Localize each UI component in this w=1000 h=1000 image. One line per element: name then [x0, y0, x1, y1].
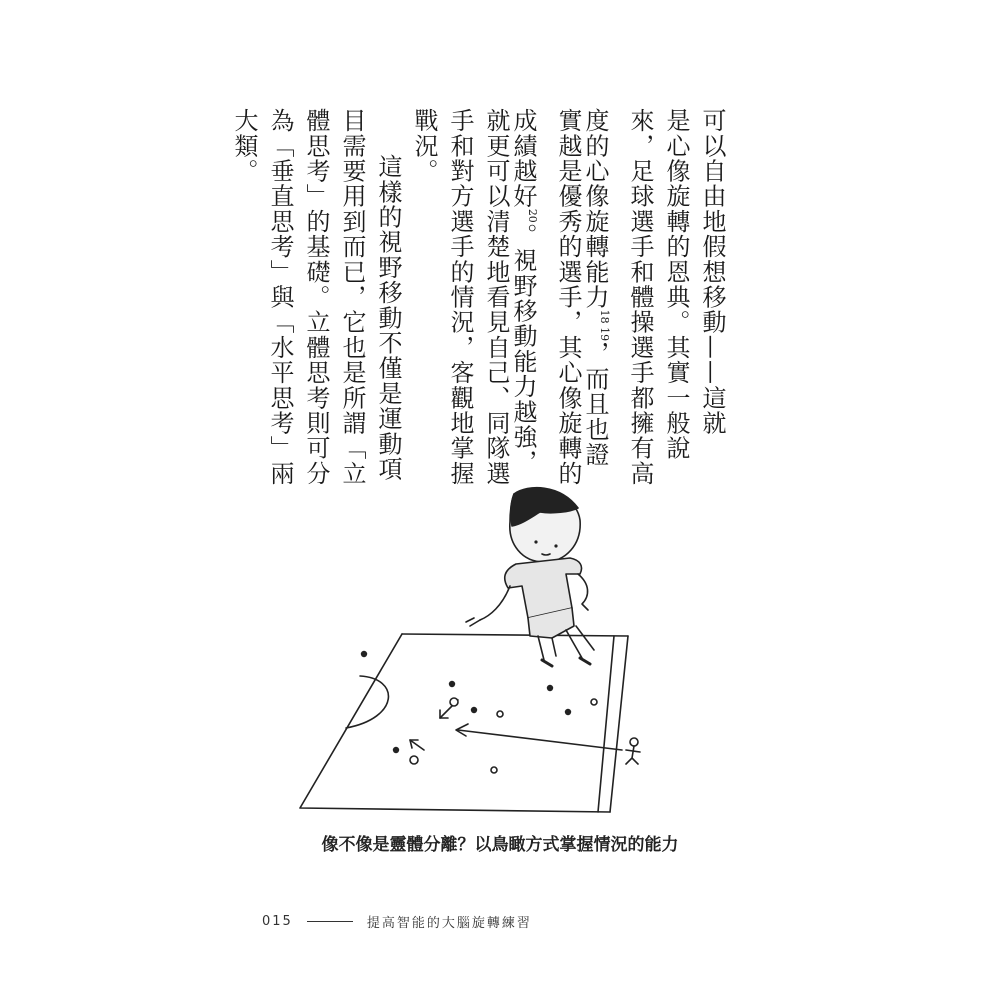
text-column-13: 為「垂直思考」與「水平思考」兩 — [266, 108, 294, 486]
footnote-ref-20: 20 — [526, 208, 539, 223]
text-column-9: 戰況。 — [410, 108, 438, 184]
boy-looking-down-at-field-illustration — [290, 478, 650, 818]
text-segment: ，而且也證 — [581, 341, 609, 468]
text-column-14: 大類。 — [230, 108, 258, 184]
text-column-12: 體思考」的基礎。立體思考則可分 — [302, 108, 330, 486]
page-number: 015 — [262, 914, 293, 929]
illustration-caption: 像不像是靈體分離？以鳥瞰方式掌握情況的能力 — [321, 835, 679, 855]
text-segment: 度的心像旋轉能力 — [581, 108, 609, 310]
text-column-2: 是心像旋轉的恩典。其實一般說 — [662, 108, 690, 461]
text-column-5: 實越是優秀的選手，其心像旋轉的 — [554, 108, 582, 486]
text-segment: 。視野移動能力越強， — [509, 222, 537, 475]
text-column-10: 這樣的視野移動不僅是運動項 — [374, 154, 402, 482]
running-title: 提高智能的大腦旋轉練習 — [366, 916, 532, 931]
text-column-1: 可以自由地假想移動——這就 — [698, 108, 726, 436]
text-column-7: 就更可以清楚地看見自己、同隊選 — [482, 108, 510, 486]
text-column-8: 手和對方選手的情況，客觀地掌握 — [446, 108, 474, 486]
page-footer — [262, 912, 532, 931]
footer-divider — [307, 921, 353, 922]
text-column-11: 目需要用到而已，它也是所謂「立 — [338, 108, 366, 486]
text-segment: 成績越好 — [509, 108, 537, 209]
text-column-4 — [581, 108, 622, 468]
text-column-6 — [509, 108, 550, 475]
footnote-ref-18-19: 18 19 — [598, 309, 611, 342]
text-column-3: 來，足球選手和體操選手都擁有高 — [626, 108, 654, 486]
